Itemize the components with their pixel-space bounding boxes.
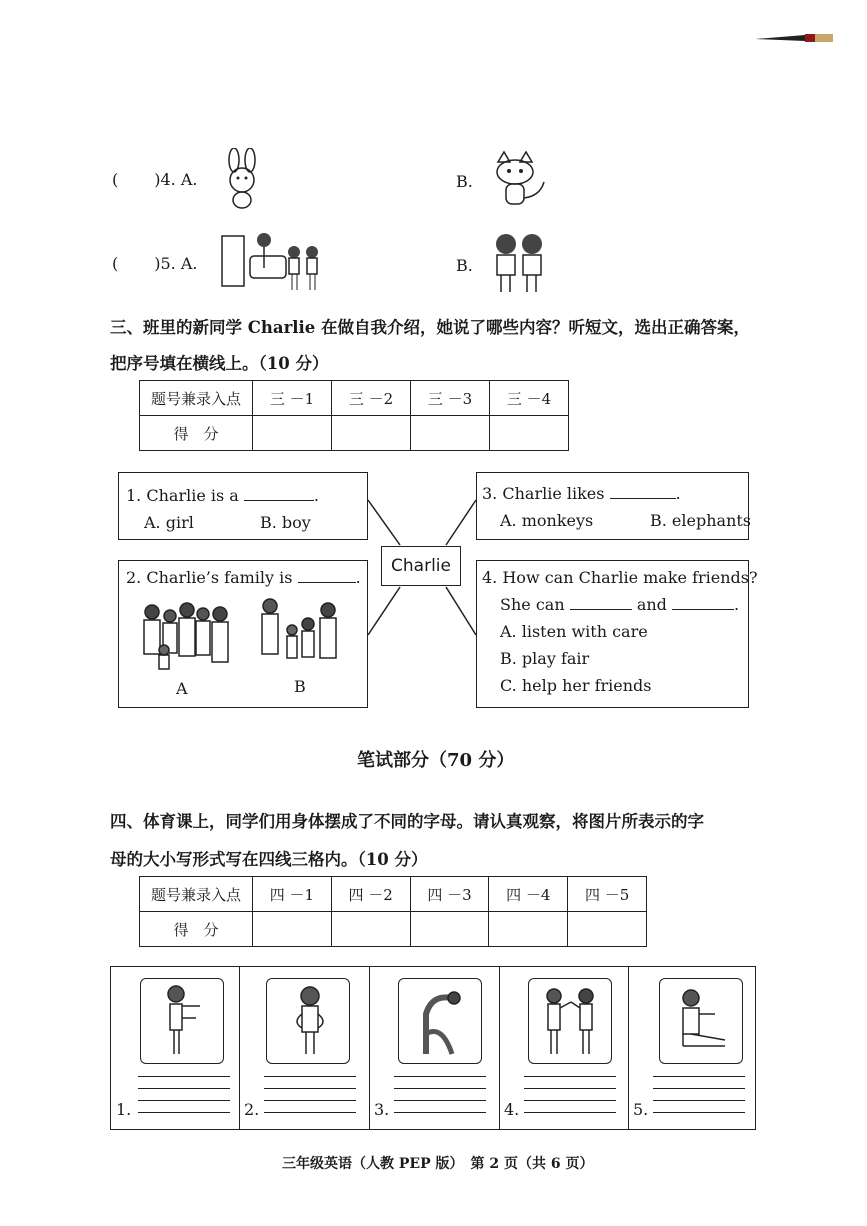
question-1-option-b: B. boy: [260, 513, 311, 532]
answer-blank[interactable]: [610, 484, 676, 499]
writing-line: [653, 1088, 745, 1089]
writing-line[interactable]: [653, 1112, 745, 1113]
score-col: 四 －2: [331, 877, 410, 912]
item-number: 5.: [160, 254, 176, 273]
item-number: 2.: [244, 1100, 260, 1119]
paren-open: (: [112, 170, 119, 189]
writing-line: [138, 1088, 230, 1089]
writing-line: [394, 1076, 486, 1077]
writing-line: [653, 1076, 745, 1077]
score-col: 四 －5: [568, 877, 647, 912]
score-cell[interactable]: [568, 912, 647, 947]
section-3-title-line2: 把序号填在横线上。（10 分）: [110, 354, 329, 373]
question-2-option-b: B: [294, 677, 306, 696]
score-cell[interactable]: [253, 912, 332, 947]
score-header: 题号兼录入点: [140, 877, 253, 912]
charlie-label: Charlie: [391, 556, 451, 576]
paren-close: ): [154, 254, 161, 273]
section-4-title-line1: 四、体育课上，同学们用身体摆成了不同的字母。请认真观察，将图片所表示的字: [110, 812, 704, 831]
section-4-score-table: [139, 876, 647, 947]
writing-line[interactable]: [264, 1112, 356, 1113]
charlie-center-box: [381, 546, 461, 586]
question-4-option-a: A. listen with care: [500, 622, 648, 641]
letter-f-pose-illustration: [154, 984, 210, 1058]
page-footer: 三年级英语（人教 PEP 版） 第 2 页（共 6 页）: [282, 1156, 594, 1172]
question-1-stem: 1. Charlie is a .: [126, 486, 320, 505]
question-3-option-b: B. elephants: [650, 511, 752, 530]
item-number: 4.: [160, 170, 176, 189]
paren-open: (: [112, 254, 119, 273]
writing-line: [138, 1100, 230, 1101]
question-2-stem: 2. Charlie’s family is .: [126, 568, 361, 587]
letter-l-pose-illustration: [671, 984, 733, 1058]
item-number: 3.: [374, 1100, 390, 1119]
score-cell[interactable]: [489, 912, 568, 947]
question-1-option-a: A. girl: [144, 513, 194, 532]
question-2-option-a: A: [176, 679, 188, 698]
answer-blank[interactable]: [298, 568, 356, 583]
writing-line: [653, 1100, 745, 1101]
question-3-option-a: A. monkeys: [500, 511, 594, 530]
option-a-label: A.: [180, 170, 198, 189]
score-col: 三 －3: [411, 381, 490, 416]
written-section-title: 笔试部分（70 分）: [357, 750, 515, 771]
writing-line: [138, 1076, 230, 1077]
question-4-option-c: C. help her friends: [500, 676, 652, 695]
score-col: 四 －3: [410, 877, 489, 912]
option-a-label: A.: [180, 254, 198, 273]
paren-close: ): [154, 170, 161, 189]
item-number: 1.: [116, 1100, 132, 1119]
letter-b-pose-illustration: [282, 984, 338, 1058]
score-row-label: 得 分: [140, 416, 253, 451]
section-4-title-line2: 母的大小写形式写在四线三格内。（10 分）: [110, 850, 428, 869]
score-cell[interactable]: [410, 912, 489, 947]
option-b-label: B.: [456, 256, 473, 275]
letter-panel-2: [240, 966, 369, 1130]
item-number: 4.: [504, 1100, 520, 1119]
score-cell[interactable]: [331, 912, 410, 947]
letter-panel-1: [110, 966, 239, 1130]
score-col: 三 －4: [490, 381, 569, 416]
writing-line[interactable]: [394, 1112, 486, 1113]
score-col: 三 －2: [332, 381, 411, 416]
answer-blank[interactable]: [570, 595, 632, 610]
letter-h-pose-illustration: [412, 984, 468, 1058]
writing-line: [264, 1088, 356, 1089]
answer-blank[interactable]: [244, 486, 314, 501]
letter-panel-3: [370, 966, 499, 1130]
item-number: 5.: [633, 1100, 649, 1119]
writing-line[interactable]: [524, 1112, 616, 1113]
writing-line: [524, 1088, 616, 1089]
writing-line: [264, 1076, 356, 1077]
letter-panel-5: [629, 966, 756, 1130]
answer-blank[interactable]: [672, 595, 734, 610]
score-col: 四 －4: [489, 877, 568, 912]
score-col: 三 －1: [253, 381, 332, 416]
score-header: 题号兼录入点: [140, 381, 253, 416]
writing-line[interactable]: [138, 1112, 230, 1113]
small-family-illustration: [256, 596, 348, 672]
question-4-stem: 4. How can Charlie make friends?: [482, 568, 758, 587]
question-3-stem: 3. Charlie likes .: [482, 484, 681, 503]
writing-line: [524, 1076, 616, 1077]
question-4-option-b: B. play fair: [500, 649, 590, 668]
section-3-title-line1: 三、班里的新同学 Charlie 在做自我介绍，她说了哪些内容？听短文，选出正确答案，: [110, 318, 751, 337]
large-family-illustration: [140, 600, 232, 672]
writing-line: [264, 1100, 356, 1101]
score-col: 四 －1: [253, 877, 332, 912]
writing-line: [394, 1088, 486, 1089]
writing-line: [394, 1100, 486, 1101]
question-4-line2: She can and .: [500, 595, 740, 614]
writing-line: [524, 1100, 616, 1101]
letter-a-pose-illustration: [540, 984, 602, 1058]
score-row-label: 得 分: [140, 912, 253, 947]
option-b-label: B.: [456, 172, 473, 191]
letter-panel-4: [500, 966, 628, 1130]
